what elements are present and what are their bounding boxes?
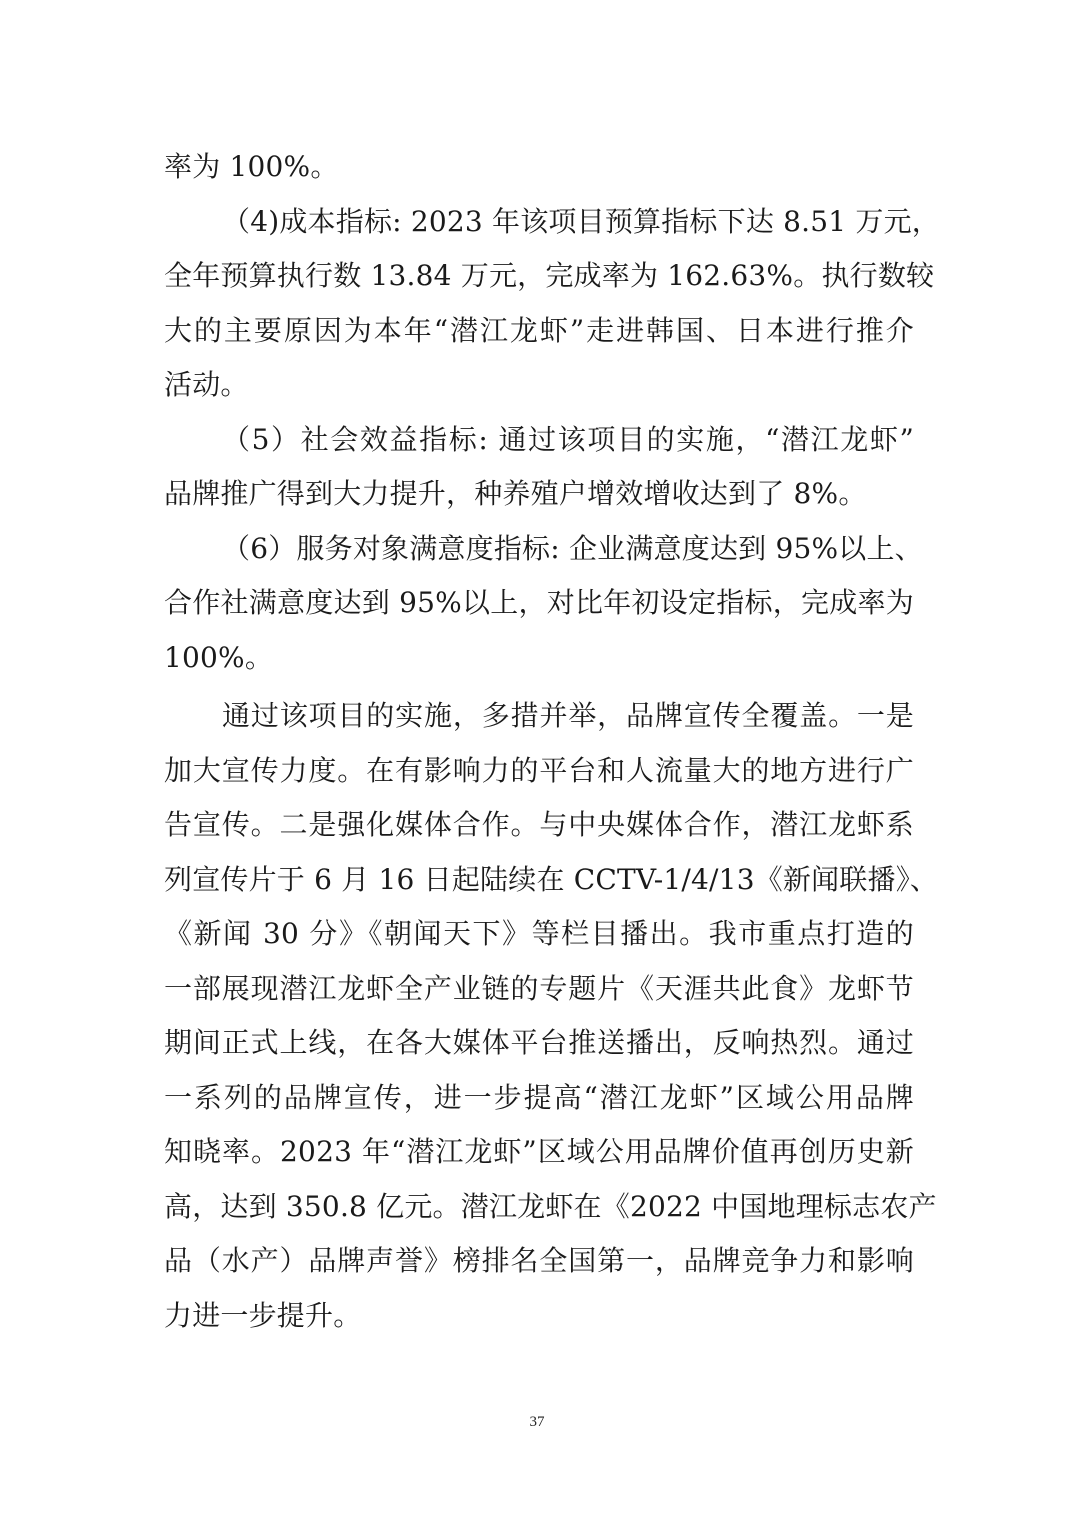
text-line: 一部展现潜江龙虾全产业链的专题片《天涯共此食》龙虾节 <box>164 971 914 1005</box>
text-line: 知晓率。2023 年“潜江龙虾”区域公用品牌价值再创历史新 <box>164 1135 914 1168</box>
text-line: （4)成本指标: 2023 年该项目预算指标下达 8.51 万元， <box>222 204 940 238</box>
paragraph-completion-rate-continued <box>164 140 914 195</box>
text-line: 列宣传片于 6 月 16 日起陆续在 CCTV-1/4/13《新闻联播》、 <box>164 862 939 896</box>
text-line: 品牌推广得到大力提升，种养殖户增效增收达到了 8%。 <box>164 477 867 510</box>
text-line: 期间正式上线，在各大媒体平台推送播出，反响热烈。通过 <box>164 1026 914 1059</box>
text-line: 《新闻 30 分》《朝闻天下》等栏目播出。我市重点打造的 <box>164 917 914 950</box>
text-line: 率为 100%。 <box>164 150 339 183</box>
text-line: 全年预算执行数 13.84 万元，完成率为 162.63%。执行数较 <box>164 259 935 292</box>
text-line: 加大宣传力度。在有影响力的平台和人流量大的地方进行广 <box>164 753 914 787</box>
text-line: 通过该项目的实施，多措并举，品牌宣传全覆盖。一是 <box>222 699 914 732</box>
body-text <box>164 140 940 1343</box>
paragraph-satisfaction-indicator <box>164 522 923 686</box>
text-line: 100%。 <box>164 640 274 674</box>
paragraph-social-benefit-indicator <box>164 413 914 522</box>
paragraph-cost-indicator <box>164 195 940 413</box>
page-number: 37 <box>529 1414 545 1430</box>
text-line: （6）服务对象满意度指标: 企业满意度达到 95%以上、 <box>222 531 923 565</box>
text-line: 高，达到 350.8 亿元。潜江龙虾在《2022 中国地理标志农产 <box>164 1189 937 1223</box>
text-line: 告宣传。二是强化媒体合作。与中央媒体合作，潜江龙虾系 <box>164 808 914 841</box>
text-line: 品（水产）品牌声誉》榜排名全国第一，品牌竞争力和影响 <box>164 1244 914 1277</box>
paragraph-brand-promotion-summary <box>164 689 939 1343</box>
text-line: （5）社会效益指标: 通过该项目的实施，“潜江龙虾” <box>222 422 914 456</box>
text-line: 合作社满意度达到 95%以上，对比年初设定指标，完成率为 <box>164 586 914 619</box>
text-line: 力进一步提升。 <box>164 1298 362 1332</box>
text-line: 活动。 <box>164 368 249 401</box>
text-line: 大的主要原因为本年“潜江龙虾”走进韩国、日本进行推介 <box>164 313 914 347</box>
text-line: 一系列的品牌宣传，进一步提高“潜江龙虾”区域公用品牌 <box>164 1080 914 1114</box>
